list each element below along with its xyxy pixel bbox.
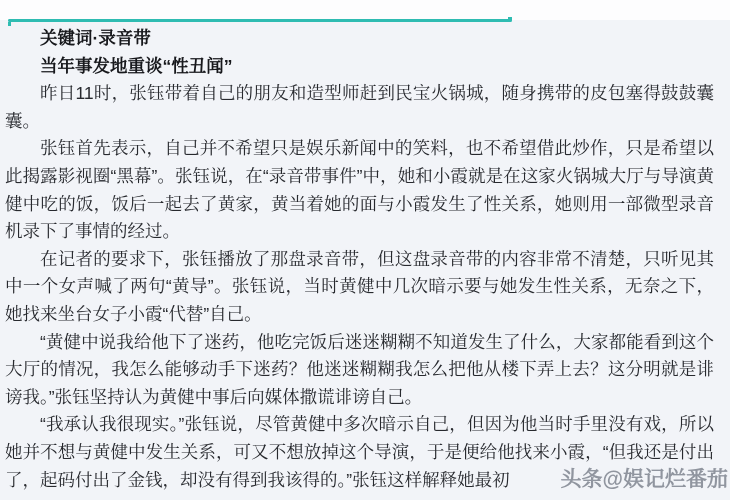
article-paragraph: 张钰首先表示，自己并不希望只是娱乐新闻中的笑料，也不希望借此炒作，只是希望以此揭露影视圈“黑幕”。张钰说，在“录音带事件”中，她和小霞就是在这家火锅城大厅与导演黄健中吃的饭，饭后一起去了黄家，黄当着她的面与小霞发生了性关系，她则用一部微型录音机录下了事情的经过。: [5, 138, 714, 242]
article-heading-keyword: 关键词·录音带: [40, 28, 151, 48]
article-paragraph: 在记者的要求下，张钰播放了那盘录音带，但这盘录音带的内容非常不清楚，只听见其中一个女声喊了两句“黄导”。张钰说，当时黄健中几次暗示要与她发生性关系，无奈之下，她找来坐台女子小霞“代替”自己。: [5, 248, 714, 324]
article-paragraph: 昨日11时，张钰带着自己的朋友和造型师赶到民宝火锅城，随身携带的皮包塞得鼓鼓囊囊。: [5, 83, 714, 131]
article-paragraph: “黄健中说我给他下了迷药，他吃完饭后迷迷糊糊不知道发生了什么，大家都能看到这个大厅的情况，我怎么能够动手下迷药？他迷迷糊糊我怎么把他从楼下弄上去？这分明就是诽谤我。”张钰坚持认为黄健中事后向媒体撒谎诽谤自己。: [5, 331, 714, 407]
accent-divider-line: [8, 19, 512, 22]
top-white-strip: [0, 0, 730, 20]
article-paragraph: “我承认我很现实。”张钰说，尽管黄健中多次暗示自己，但因为他当时手里没有戏，所以她并不想与黄健中发生关系，可又不想放掉这个导演，于是便给他找来小霞，“但我还是付出了，起码付出了金钱，却没有得到我该得的。”张钰这样解释她最初: [5, 414, 714, 490]
article-heading-subtitle: 当年事发地重谈“性丑闻”: [40, 55, 233, 76]
article-body: [5, 25, 714, 494]
watermark: 头条@娱记烂番茄: [560, 468, 728, 491]
